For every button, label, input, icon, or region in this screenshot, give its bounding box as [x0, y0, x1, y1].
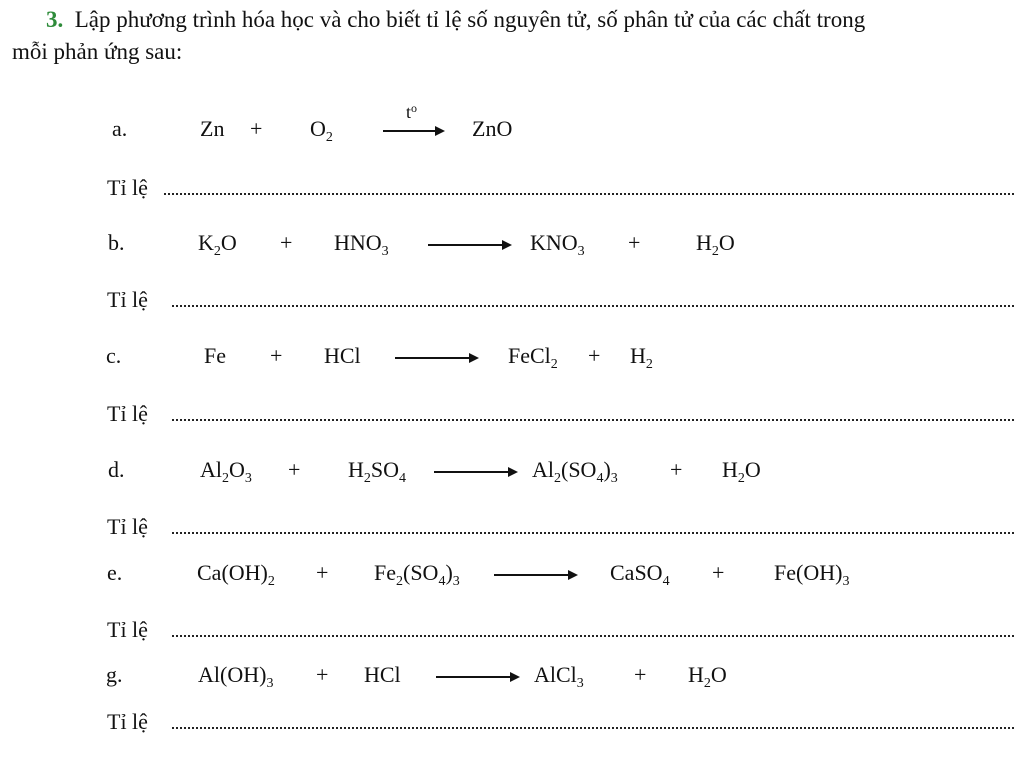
subscript: 3 — [266, 676, 274, 691]
ratio-answer-line[interactable] — [172, 419, 1014, 421]
chemical-formula: $Al(OH)_3$ — [198, 662, 274, 691]
chemical-formula: $HNO_3$ — [334, 230, 389, 259]
ratio-label: Tỉ lệ — [107, 709, 148, 734]
question-text: Lập phương trình hóa học và cho biết tỉ lệ số nguyên tử, số phân tử của các chất trong — [74, 7, 866, 32]
plus-sign: + — [316, 560, 329, 585]
plus-sign: + — [712, 560, 725, 585]
subscript: 2 — [703, 676, 711, 691]
subscript: 4 — [438, 574, 446, 589]
subscript: 3 — [577, 244, 585, 259]
subscript: 3 — [842, 574, 850, 589]
subscript: 2 — [711, 244, 719, 259]
reaction-label-b: b. — [108, 230, 125, 255]
chemical-formula: $H_2O$ — [696, 230, 735, 259]
reaction-arrow — [494, 574, 576, 576]
chemical-formula: $Fe_2(SO_4)_3$ — [374, 560, 460, 589]
plus-sign: + — [670, 457, 683, 482]
ratio-label: Tỉ lệ — [107, 617, 148, 642]
reaction-label-d: d. — [108, 457, 125, 482]
subscript: 4 — [596, 471, 604, 486]
chemical-formula: HCl — [324, 343, 361, 368]
chemical-formula: Zn — [200, 116, 225, 141]
subscript: 3 — [610, 471, 618, 486]
chemical-formula: Fe — [204, 343, 226, 368]
reaction-label-g: g. — [106, 662, 123, 687]
subscript: 3 — [576, 676, 584, 691]
subscript: 2 — [554, 471, 561, 486]
plus-sign: + — [628, 230, 641, 255]
subscript: 2 — [396, 574, 403, 589]
plus-sign: + — [270, 343, 283, 368]
reaction-label-c: c. — [106, 343, 122, 368]
chemical-formula: $Al_2O_3$ — [200, 457, 252, 486]
subscript: 2 — [737, 471, 745, 486]
superscript: o — [411, 101, 418, 115]
ratio-label: Tỉ lệ — [107, 401, 148, 426]
question-line-2: mỗi phản ứng sau: — [12, 39, 183, 64]
reaction-arrow — [428, 244, 510, 246]
subscript: 2 — [550, 357, 558, 372]
subscript: 2 — [213, 244, 221, 259]
subscript: 2 — [363, 471, 371, 486]
ratio-label: Tỉ lệ — [107, 514, 148, 539]
subscript: 2 — [222, 471, 229, 486]
chemical-formula: $H_2O$ — [722, 457, 761, 486]
chemical-formula: $H_2O$ — [688, 662, 727, 691]
ratio-label: Tỉ lệ — [107, 287, 148, 312]
reaction-condition: $t^o$ — [406, 101, 418, 122]
plus-sign: + — [250, 116, 263, 141]
ratio-answer-line[interactable] — [164, 193, 1014, 195]
subscript: 2 — [645, 357, 653, 372]
subscript: 3 — [244, 471, 252, 486]
ratio-label: Tỉ lệ — [107, 175, 148, 200]
chemical-formula: AlCl$_3$ — [534, 662, 584, 691]
chemical-formula: $H_2$ — [630, 343, 653, 372]
subscript: 2 — [267, 574, 275, 589]
chemical-formula: $O_2$ — [310, 116, 333, 145]
question-line-1 — [46, 6, 865, 34]
ratio-answer-line[interactable] — [172, 727, 1014, 729]
subscript: 2 — [325, 130, 333, 145]
reaction-arrow — [395, 357, 477, 359]
reaction-label-a: a. — [112, 116, 128, 141]
reaction-arrow — [436, 676, 518, 678]
plus-sign: + — [288, 457, 301, 482]
chemical-formula: HCl — [364, 662, 401, 687]
chemical-formula: FeCl$_2$ — [508, 343, 558, 372]
chemical-formula: CaSO$_4$ — [610, 560, 670, 589]
chemical-formula: $Ca(OH)_2$ — [197, 560, 275, 589]
subscript: 3 — [452, 574, 460, 589]
plus-sign: + — [316, 662, 329, 687]
chemical-formula: $KNO_3$ — [530, 230, 585, 259]
chemical-formula: $Fe(OH)_3$ — [774, 560, 850, 589]
plus-sign: + — [280, 230, 293, 255]
reaction-label-e: e. — [107, 560, 123, 585]
question-number: 3. — [46, 7, 64, 32]
subscript: 4 — [399, 471, 407, 486]
plus-sign: + — [634, 662, 647, 687]
plus-sign: + — [588, 343, 601, 368]
ratio-answer-line[interactable] — [172, 635, 1014, 637]
chemical-formula: $Al_2(SO_4)_3$ — [532, 457, 618, 486]
chemical-formula: $K_2O$ — [198, 230, 237, 259]
reaction-arrow — [434, 471, 516, 473]
chemical-formula: ZnO — [472, 116, 513, 141]
reaction-arrow — [383, 130, 443, 132]
chemical-formula: $H_2SO_4$ — [348, 457, 407, 486]
ratio-answer-line[interactable] — [172, 532, 1014, 534]
subscript: 4 — [662, 574, 670, 589]
subscript: 3 — [381, 244, 389, 259]
ratio-answer-line[interactable] — [172, 305, 1014, 307]
